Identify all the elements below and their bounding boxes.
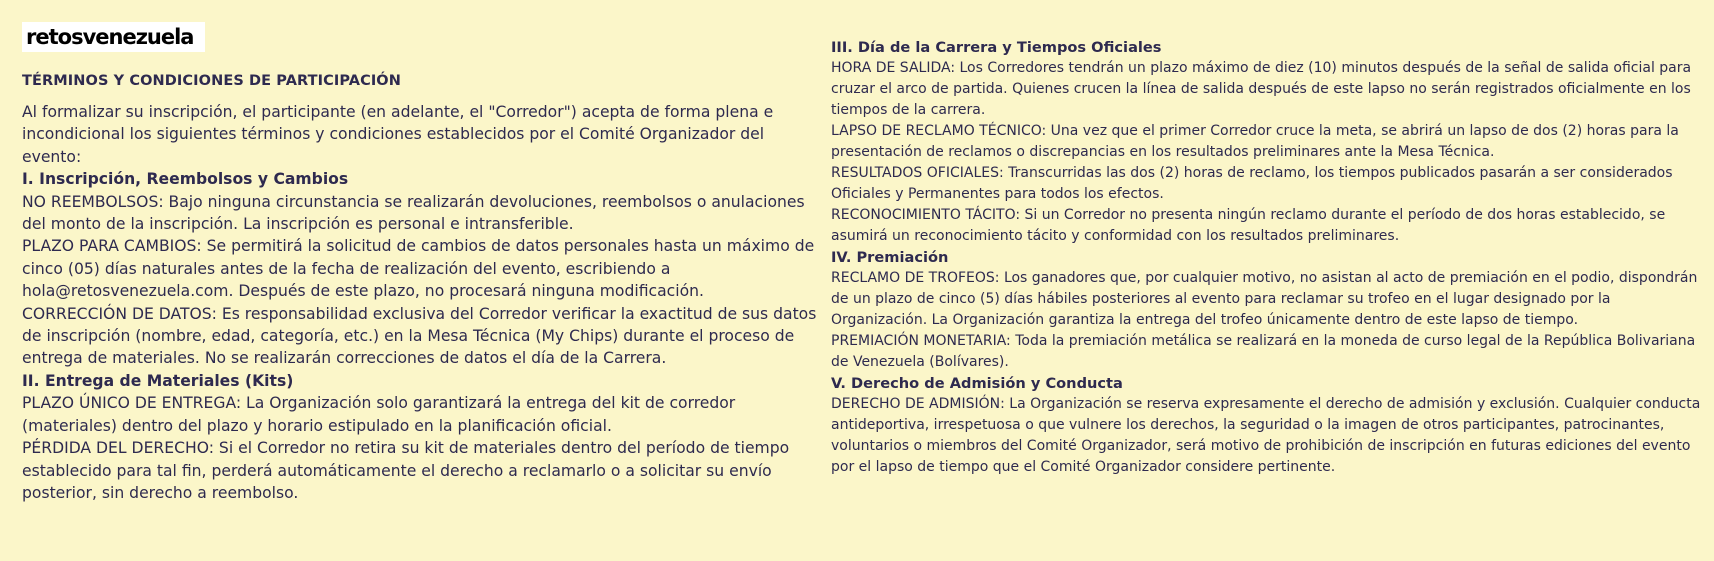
section-item: HORA DE SALIDA: Los Corredores tendrán un plazo máximo de diez (10) minutos después de la señal de salida oficial para cruzar el arco de partida. Quienes crucen la línea de salida después de este lapso no serán registrados oficialmente en los tiempos de la carrera. bbox=[831, 60, 1692, 118]
section-item: RESULTADOS OFICIALES: Transcurridas las dos (2) horas de reclamo, los tiempos publicados pasarán a ser considerados Oficiales y Permanentes para todos los efectos. bbox=[831, 165, 1673, 202]
left-column bbox=[22, 73, 822, 504]
section-heading: II. Entrega de Materiales (Kits) bbox=[22, 371, 294, 390]
section-item: RECONOCIMIENTO TÁCITO: Si un Corredor no presenta ningún reclamo durante el período de dos horas establecido, se asumirá un reconocimiento tácito y conformidad con los resultados preliminares. bbox=[831, 207, 1666, 244]
section-heading: IV. Premiación bbox=[831, 249, 949, 266]
intro-paragraph: Al formalizar su inscripción, el participante (en adelante, el "Corredor") acepta de forma plena e incondicional los siguientes términos y condiciones establecidos por el Comité Organizador del evento: bbox=[22, 103, 774, 166]
section-item: RECLAMO DE TROFEOS: Los ganadores que, por cualquier motivo, no asistan al acto de premiación en el podio, dispondrán de un plazo de cinco (5) días hábiles posteriores al evento para reclamar su trofeo en el lugar designado por la Organización. La Organización garantiza la entrega del trofeo únicamente dentro de este lapso de tiempo. bbox=[831, 270, 1698, 328]
section-item: NO REEMBOLSOS: Bajo ninguna circunstancia se realizarán devoluciones, reembolsos o anulaciones del monto de la inscripción. La inscripción es personal e intransferible. bbox=[22, 192, 805, 234]
section-heading: I. Inscripción, Reembolsos y Cambios bbox=[22, 170, 349, 189]
brand-logo-text: retosvenezuela bbox=[26, 25, 194, 49]
document-title: TÉRMINOS Y CONDICIONES DE PARTICIPACIÓN bbox=[22, 73, 401, 89]
section-item: LAPSO DE RECLAMO TÉCNICO: Una vez que el primer Corredor cruce la meta, se abrirá un lapso de dos (2) horas para la presentación de reclamos o discrepancias en los resultados preliminares ante la Mesa Técnica. bbox=[831, 123, 1679, 160]
right-column bbox=[831, 37, 1711, 478]
section-heading: V. Derecho de Admisión y Conducta bbox=[831, 375, 1123, 392]
section-item: PÉRDIDA DEL DERECHO: Si el Corredor no retira su kit de materiales dentro del período de tiempo establecido para tal fin, perderá automáticamente el derecho a reclamarlo o a solicitar su envío posterior, sin derecho a reembolso. bbox=[22, 439, 790, 502]
section-heading: III. Día de la Carrera y Tiempos Oficiales bbox=[831, 39, 1162, 56]
section-item: PLAZO PARA CAMBIOS: Se permitirá la solicitud de cambios de datos personales hasta un máximo de cinco (05) días naturales antes de la fecha de realización del evento, escribiendo a hola@retosvenezuela.com. Después de este plazo, no procesará ninguna modificación. bbox=[22, 237, 815, 301]
section-item: PREMIACIÓN MONETARIA: Toda la premiación metálica se realizará en la moneda de curso legal de la República Bolivariana de Venezuela (Bolívares). bbox=[831, 333, 1696, 370]
section-item: PLAZO ÚNICO DE ENTREGA: La Organización solo garantizará la entrega del kit de corredor (materiales) dentro del plazo y horario estipulado en la planificación oficial. bbox=[22, 394, 736, 435]
section-item: DERECHO DE ADMISIÓN: La Organización se reserva expresamente el derecho de admisión y exclusión. Cualquier conducta antideportiva, irrespetuosa o que vulnere los derechos, la seguridad o la imagen de otros participantes, patrocinantes, voluntarios o miembros del Comité Organizador, será motivo de prohibición de inscripción en futuras ediciones del evento por el lapso de tiempo que el Comité Organizador considere pertinente. bbox=[831, 396, 1701, 475]
brand-logo bbox=[22, 22, 205, 52]
section-item: CORRECCIÓN DE DATOS: Es responsabilidad exclusiva del Corredor verificar la exactitud de sus datos de inscripción (nombre, edad, categoría, etc.) en la Mesa Técnica (My Chips) durante el proceso de entrega de materiales. No se realizarán correcciones de datos el día de la Carrera. bbox=[22, 304, 817, 368]
